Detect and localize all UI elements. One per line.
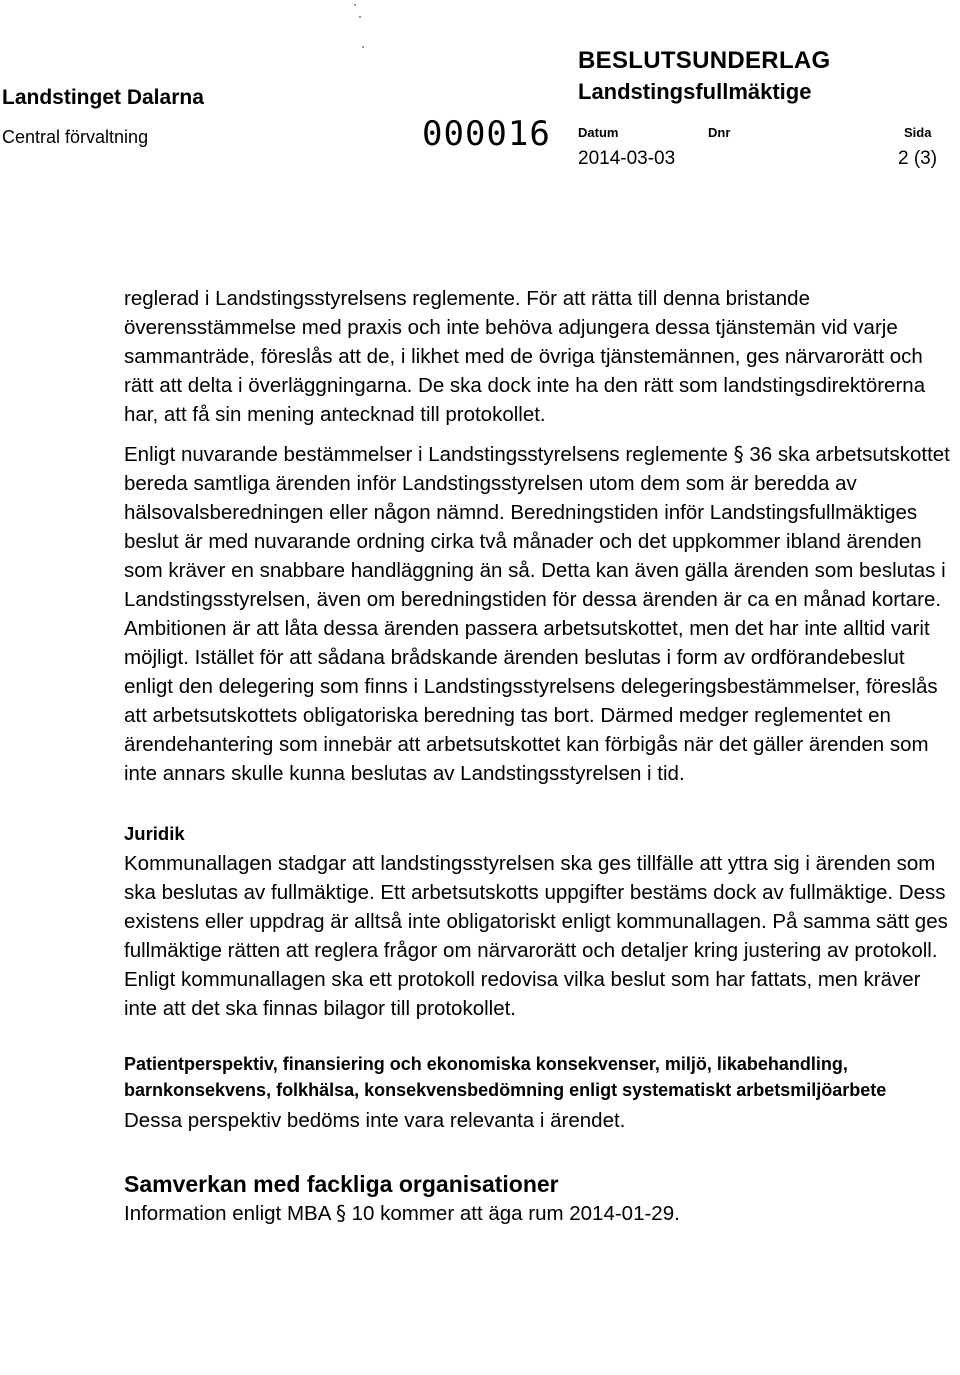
department-name: Central förvaltning <box>2 127 149 147</box>
dnr-label: Dnr <box>708 125 731 140</box>
stamp-number: 000016 <box>422 114 551 154</box>
document-type: BESLUTSUNDERLAG <box>578 47 831 74</box>
page-label: Sida <box>904 125 932 140</box>
document-body <box>124 284 954 1228</box>
paragraph-perspectives: Dessa perspektiv bedöms inte vara relevanta i ärendet. <box>124 1109 626 1132</box>
organization-name: Landstinget Dalarna <box>2 86 204 109</box>
paragraph-presence-rights: reglerad i Landstingsstyrelsens reglemente. För att rätta till denna bristande överensstämmelse med praxis och inte behöva adjungera dessa tjänstemän vid varje sammanträde, föreslås att de, i likhet med de övriga tjänstemännen, ges närvarorätt och rätt att delta i överläggningarna. De ska dock inte ha den rätt som landstingsdirektörerna har, att få sin mening antecknad till protokollet. <box>124 287 926 426</box>
scan-speck <box>362 46 364 48</box>
paragraph-text: Information enligt MBA <box>124 1202 336 1225</box>
paragraph-text: 10 kommer att äga rum 2014-01-29. <box>345 1202 680 1225</box>
page-number: 2 (3) <box>898 148 938 169</box>
date-label: Datum <box>578 125 619 140</box>
scan-speck <box>359 16 361 18</box>
heading-perspectives: Patientperspektiv, finansiering och ekonomiska konsekvenser, miljö, likabehandling, barnkonsekvens, folkhälsa, konsekvensbedömning enligt systematiskt arbetsmiljöarbete <box>124 1054 887 1100</box>
paragraph-text: 36 ska arbetsutskottet bereda samtliga ärenden inför Landstingsstyrelsen utom dem som är beredda av hälsovalsberedningen eller någon nämnd. Beredningstiden inför Landstingsfullmäktiges beslut är med nuvarande ordning cirka två månader och det uppkommer ibland ärenden som kräver en snabbare handläggning än så. Detta kan även gälla ärenden som beslutas i Landstingsstyrelsen, även om beredningstiden för dessa ärenden är ca en månad kortare. Ambitionen är att låta dessa ärenden passera arbetsutskottet, men det har inte alltid varit möjligt. Istället för att sådana brådskande ärenden beslutas i form av ordförandebeslut enligt den delegering som finns i Landstingsstyrelsens delegeringsbestämmelser, föreslås att arbetsutskottets obligatoriska beredning tas bort. Därmed medger reglementet en ärendehantering som innebär att arbetsutskottet kan förbigås när det gäller ärenden som inte annars skulle kunna beslutas av Landstingsstyrelsen i tid. <box>124 443 950 785</box>
document-date: 2014-03-03 <box>578 148 676 169</box>
heading-juridik: Juridik <box>124 823 185 844</box>
paragraph-current-rules <box>124 440 954 788</box>
paragraph-text: Enligt nuvarande bestämmelser i Landstingsstyrelsens reglemente <box>124 443 734 466</box>
section-sign: § <box>733 442 744 466</box>
paragraph-mba <box>124 1199 954 1228</box>
decision-body: Landstingsfullmäktige <box>578 79 812 104</box>
paragraph-legal: Kommunallagen stadgar att landstingsstyrelsen ska ges tillfälle att yttra sig i ärenden som ska beslutas av fullmäktige. Ett arbetsutskotts uppgifter bestäms dock av fullmäktige. Dess existens eller uppdrag är alltså inte obligatoriskt enligt kommunallagen. På samma sätt ges fullmäktige rätten att reglera frågor om närvarorätt och detaljer kring justering av protokoll. Enligt kommunallagen ska ett protokoll redovisa vilka beslut som har fattats, men kräver inte att det ska finnas bilagor till protokollet. <box>124 852 948 1020</box>
heading-union-cooperation: Samverkan med fackliga organisationer <box>124 1171 559 1197</box>
scan-speck <box>354 4 356 6</box>
section-sign: § <box>335 1201 346 1225</box>
